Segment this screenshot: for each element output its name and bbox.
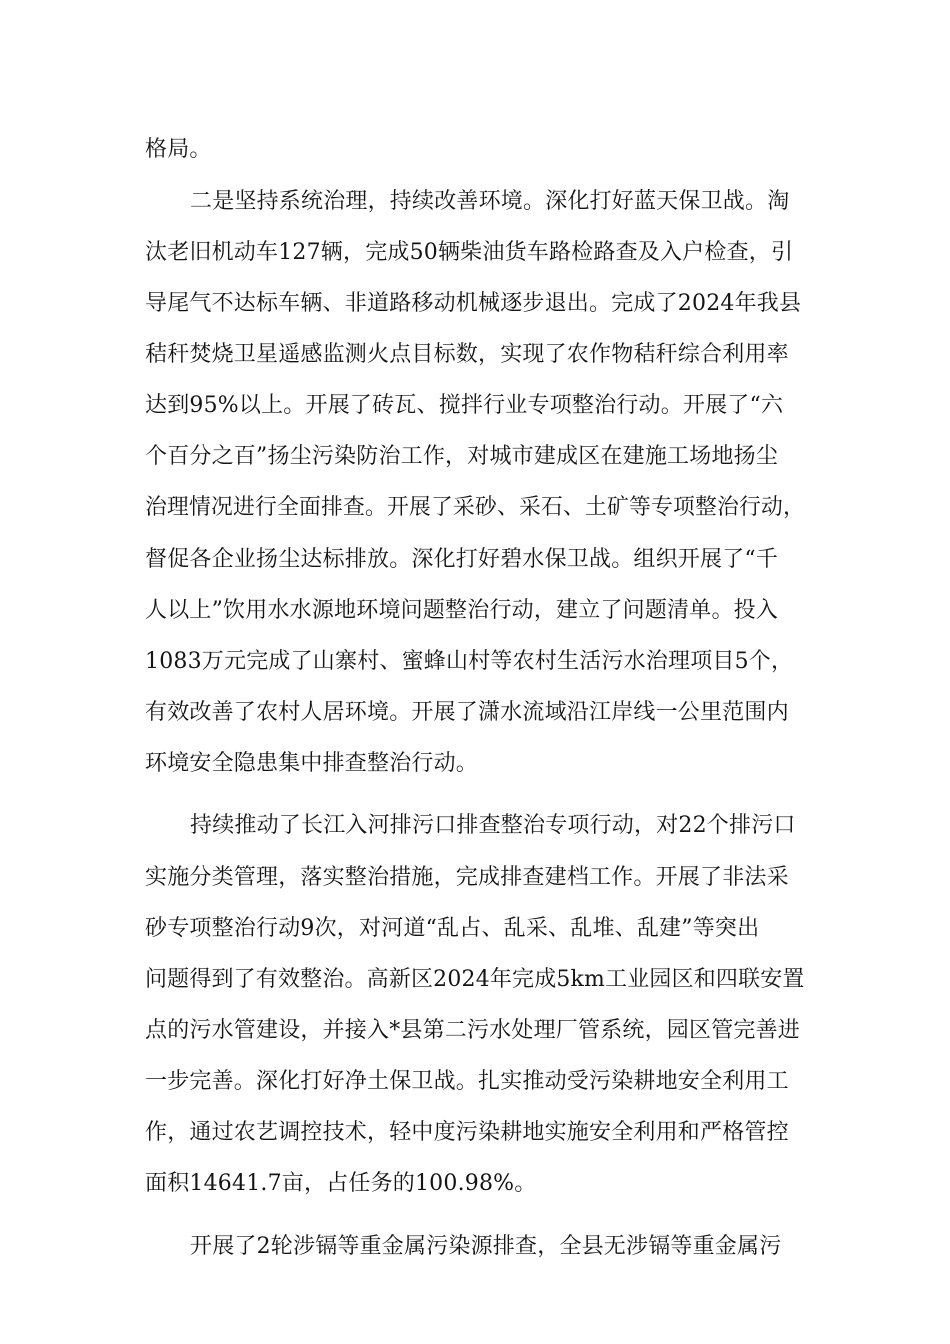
paragraph-first-line: 开展了2轮涉镉等重金属污染源排查，全县无涉镉等重金属污: [190, 1234, 782, 1259]
text-line: 环境安全隐患集中排查整治行动。: [145, 751, 479, 776]
text-line: 汰老旧机动车127辆，完成50辆柴油货车路检路查及入户检查，引: [145, 240, 794, 265]
paragraph-first-line: 持续推动了长江入河排污口排查整治专项行动，对22个排污口: [190, 813, 796, 838]
text-line: 一步完善。深化打好净土保卫战。扎实推动受污染耕地安全利用工: [145, 1069, 789, 1094]
text-line: 作，通过农艺调控技术，轻中度污染耕地实施安全利用和严格管控: [145, 1120, 789, 1145]
text-line: 导尾气不达标车辆、非道路移动机械逐步退出。完成了2024年我县: [145, 291, 802, 316]
text-line: 有效改善了农村人居环境。开展了潇水流域沿江岸线一公里范围内: [145, 700, 789, 725]
text-line: 面积14641.7亩，占任务的100.98%。: [145, 1171, 537, 1196]
text-line: 问题得到了有效整治。高新区2024年完成5km工业园区和四联安置: [145, 967, 805, 992]
paragraph-first-line: 二是坚持系统治理，持续改善环境。深化打好蓝天保卫战。淘: [190, 189, 790, 214]
text-line: 治理情况进行全面排查。开展了采砂、采石、土矿等专项整治行动，: [145, 495, 806, 520]
text-line: 秸秆焚烧卫星遥感监测火点目标数，实现了农作物秸秆综合利用率: [145, 342, 789, 367]
text-line: 1083万元完成了山寨村、蜜蜂山村等农村生活污水治理项目5个，: [145, 649, 794, 674]
text-line: 督促各企业扬尘达标排放。深化打好碧水保卫战。组织开展了“千: [145, 547, 779, 572]
text-line: 达到95%以上。开展了砖瓦、搅拌行业专项整治行动。开展了“六: [145, 393, 784, 418]
text-line: 个百分之百”扬尘污染防治工作，对城市建成区在建施工场地扬尘: [145, 444, 779, 469]
text-line: 砂专项整治行动9次，对河道“乱占、乱采、乱堆、乱建”等突出: [145, 916, 760, 941]
text-line: 格局。: [145, 137, 212, 162]
text-line: 实施分类管理，落实整治措施，完成排查建档工作。开展了非法采: [145, 865, 789, 890]
text-line: 人以上”饮用水水源地环境问题整治行动，建立了问题清单。投入: [145, 598, 779, 623]
text-line: 点的污水管建设，并接入*县第二污水处理厂管系统，园区管完善进: [145, 1018, 801, 1043]
